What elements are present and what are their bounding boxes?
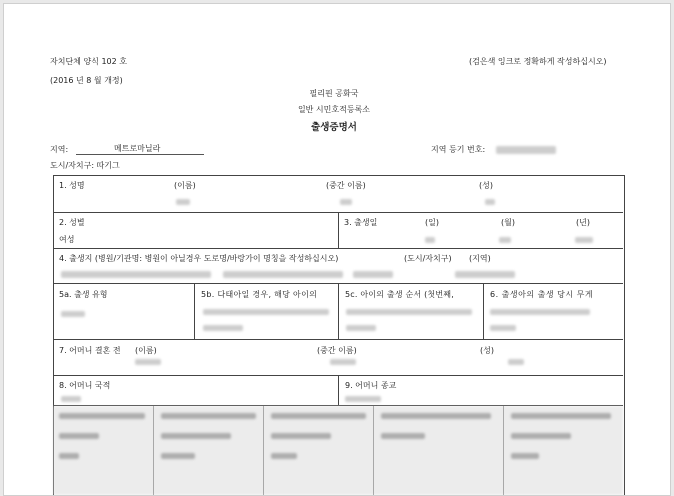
registry-office: 일반 시민호적등록소 <box>297 105 371 114</box>
last-name-label: (성) <box>479 181 493 190</box>
redacted-text <box>271 453 297 459</box>
registry-number-label: 지역 등기 번호: <box>431 145 486 154</box>
sex-value: 여성 <box>59 235 75 244</box>
row-divider <box>53 248 623 249</box>
col-divider <box>483 283 484 339</box>
col-divider <box>338 375 339 405</box>
birth-weight-label: 6. 출생아의 출생 당시 무게 <box>490 290 594 299</box>
day-label: (일) <box>425 218 439 227</box>
place-of-birth-label: 4. 출생지 (병원/기관명: 병원이 아닐경우 도로명/바랑가이 명칭을 작성하십시오) <box>59 254 339 263</box>
redacted-registry-number <box>496 146 556 154</box>
document-title: 출생증명서 <box>311 122 357 133</box>
name-label: 1. 성명 <box>59 181 85 190</box>
redacted-multiple-birth <box>203 325 243 331</box>
col-divider <box>153 406 154 495</box>
redacted-mother-first-name <box>135 359 161 365</box>
mother-maiden-name-label: 7. 어머니 결혼 전 <box>59 346 121 355</box>
redacted-religion <box>345 396 381 402</box>
mother-religion-label: 9. 어머니 종교 <box>345 381 397 390</box>
region-label: 지역: <box>50 145 69 154</box>
redacted-birth-place <box>61 271 211 278</box>
year-label: (년) <box>576 218 590 227</box>
redacted-text <box>511 433 571 439</box>
redacted-first-name <box>176 199 190 205</box>
redacted-mother-middle-name <box>330 359 356 365</box>
redacted-birth-order <box>346 325 376 331</box>
redacted-citizenship <box>61 396 81 402</box>
redacted-birth-place <box>223 271 343 278</box>
redacted-birth-weight <box>490 309 590 315</box>
form-id: 자치단체 양식 102 호 <box>50 57 127 66</box>
first-name-label: (이름) <box>174 181 196 190</box>
province-label: (지역) <box>469 254 491 263</box>
certificate-table <box>53 175 623 495</box>
col-divider <box>263 406 264 495</box>
sex-label: 2. 성별 <box>59 218 85 227</box>
birth-type-label: 5a. 출생 유형 <box>59 290 108 299</box>
city-municipality-label: (도시/자치구) <box>404 254 452 263</box>
col-divider <box>373 406 374 495</box>
middle-name-label: (중간 이름) <box>326 181 366 190</box>
redacted-year <box>575 237 593 243</box>
redacted-text <box>271 433 331 439</box>
redacted-text <box>271 413 366 419</box>
revision-date: (2016 년 8 월 개정) <box>50 76 123 85</box>
redacted-text <box>59 453 79 459</box>
mother-middle-name-label: (중간 이름) <box>317 346 357 355</box>
redacted-last-name <box>485 199 495 205</box>
col-divider <box>338 212 339 248</box>
redacted-province <box>455 271 515 278</box>
col-divider <box>338 283 339 339</box>
redacted-text <box>511 453 539 459</box>
mother-last-name-label: (성) <box>480 346 494 355</box>
col-divider <box>503 406 504 495</box>
mother-citizenship-label: 8. 어머니 국적 <box>59 381 111 390</box>
redacted-birth-weight <box>490 325 516 331</box>
redacted-mother-last-name <box>508 359 524 365</box>
redacted-day <box>425 237 435 243</box>
multiple-birth-label: 5b. 다태아일 경우, 해당 아이의 <box>201 290 318 299</box>
region-underline <box>76 154 204 155</box>
redacted-text <box>161 413 256 419</box>
redacted-text <box>161 433 231 439</box>
redacted-text <box>161 453 195 459</box>
redacted-birth-type <box>61 311 85 317</box>
ink-instruction: (검은색 잉크로 정확하게 작성하십시오) <box>469 57 607 66</box>
blurred-section <box>53 406 623 495</box>
redacted-birth-order <box>346 309 472 315</box>
month-label: (월) <box>501 218 515 227</box>
redacted-text <box>59 413 145 419</box>
redacted-middle-name <box>340 199 352 205</box>
redacted-month <box>499 237 511 243</box>
redacted-multiple-birth <box>203 309 329 315</box>
mother-first-name-label: (이름) <box>135 346 157 355</box>
region-value: 메트로마닐라 <box>114 144 161 153</box>
city-label: 도시/자치구: 따기그 <box>50 161 120 170</box>
row-divider <box>53 339 623 340</box>
redacted-city <box>353 271 393 278</box>
birth-order-label: 5c. 아이의 출생 순서 (첫번째, <box>345 290 454 299</box>
country-name: 필리핀 공화국 <box>309 89 359 98</box>
redacted-text <box>381 433 425 439</box>
col-divider <box>194 283 195 339</box>
redacted-text <box>381 413 491 419</box>
redacted-text <box>59 433 99 439</box>
birth-certificate-page <box>3 3 671 496</box>
redacted-text <box>511 413 611 419</box>
dob-label: 3. 출생일 <box>344 218 378 227</box>
